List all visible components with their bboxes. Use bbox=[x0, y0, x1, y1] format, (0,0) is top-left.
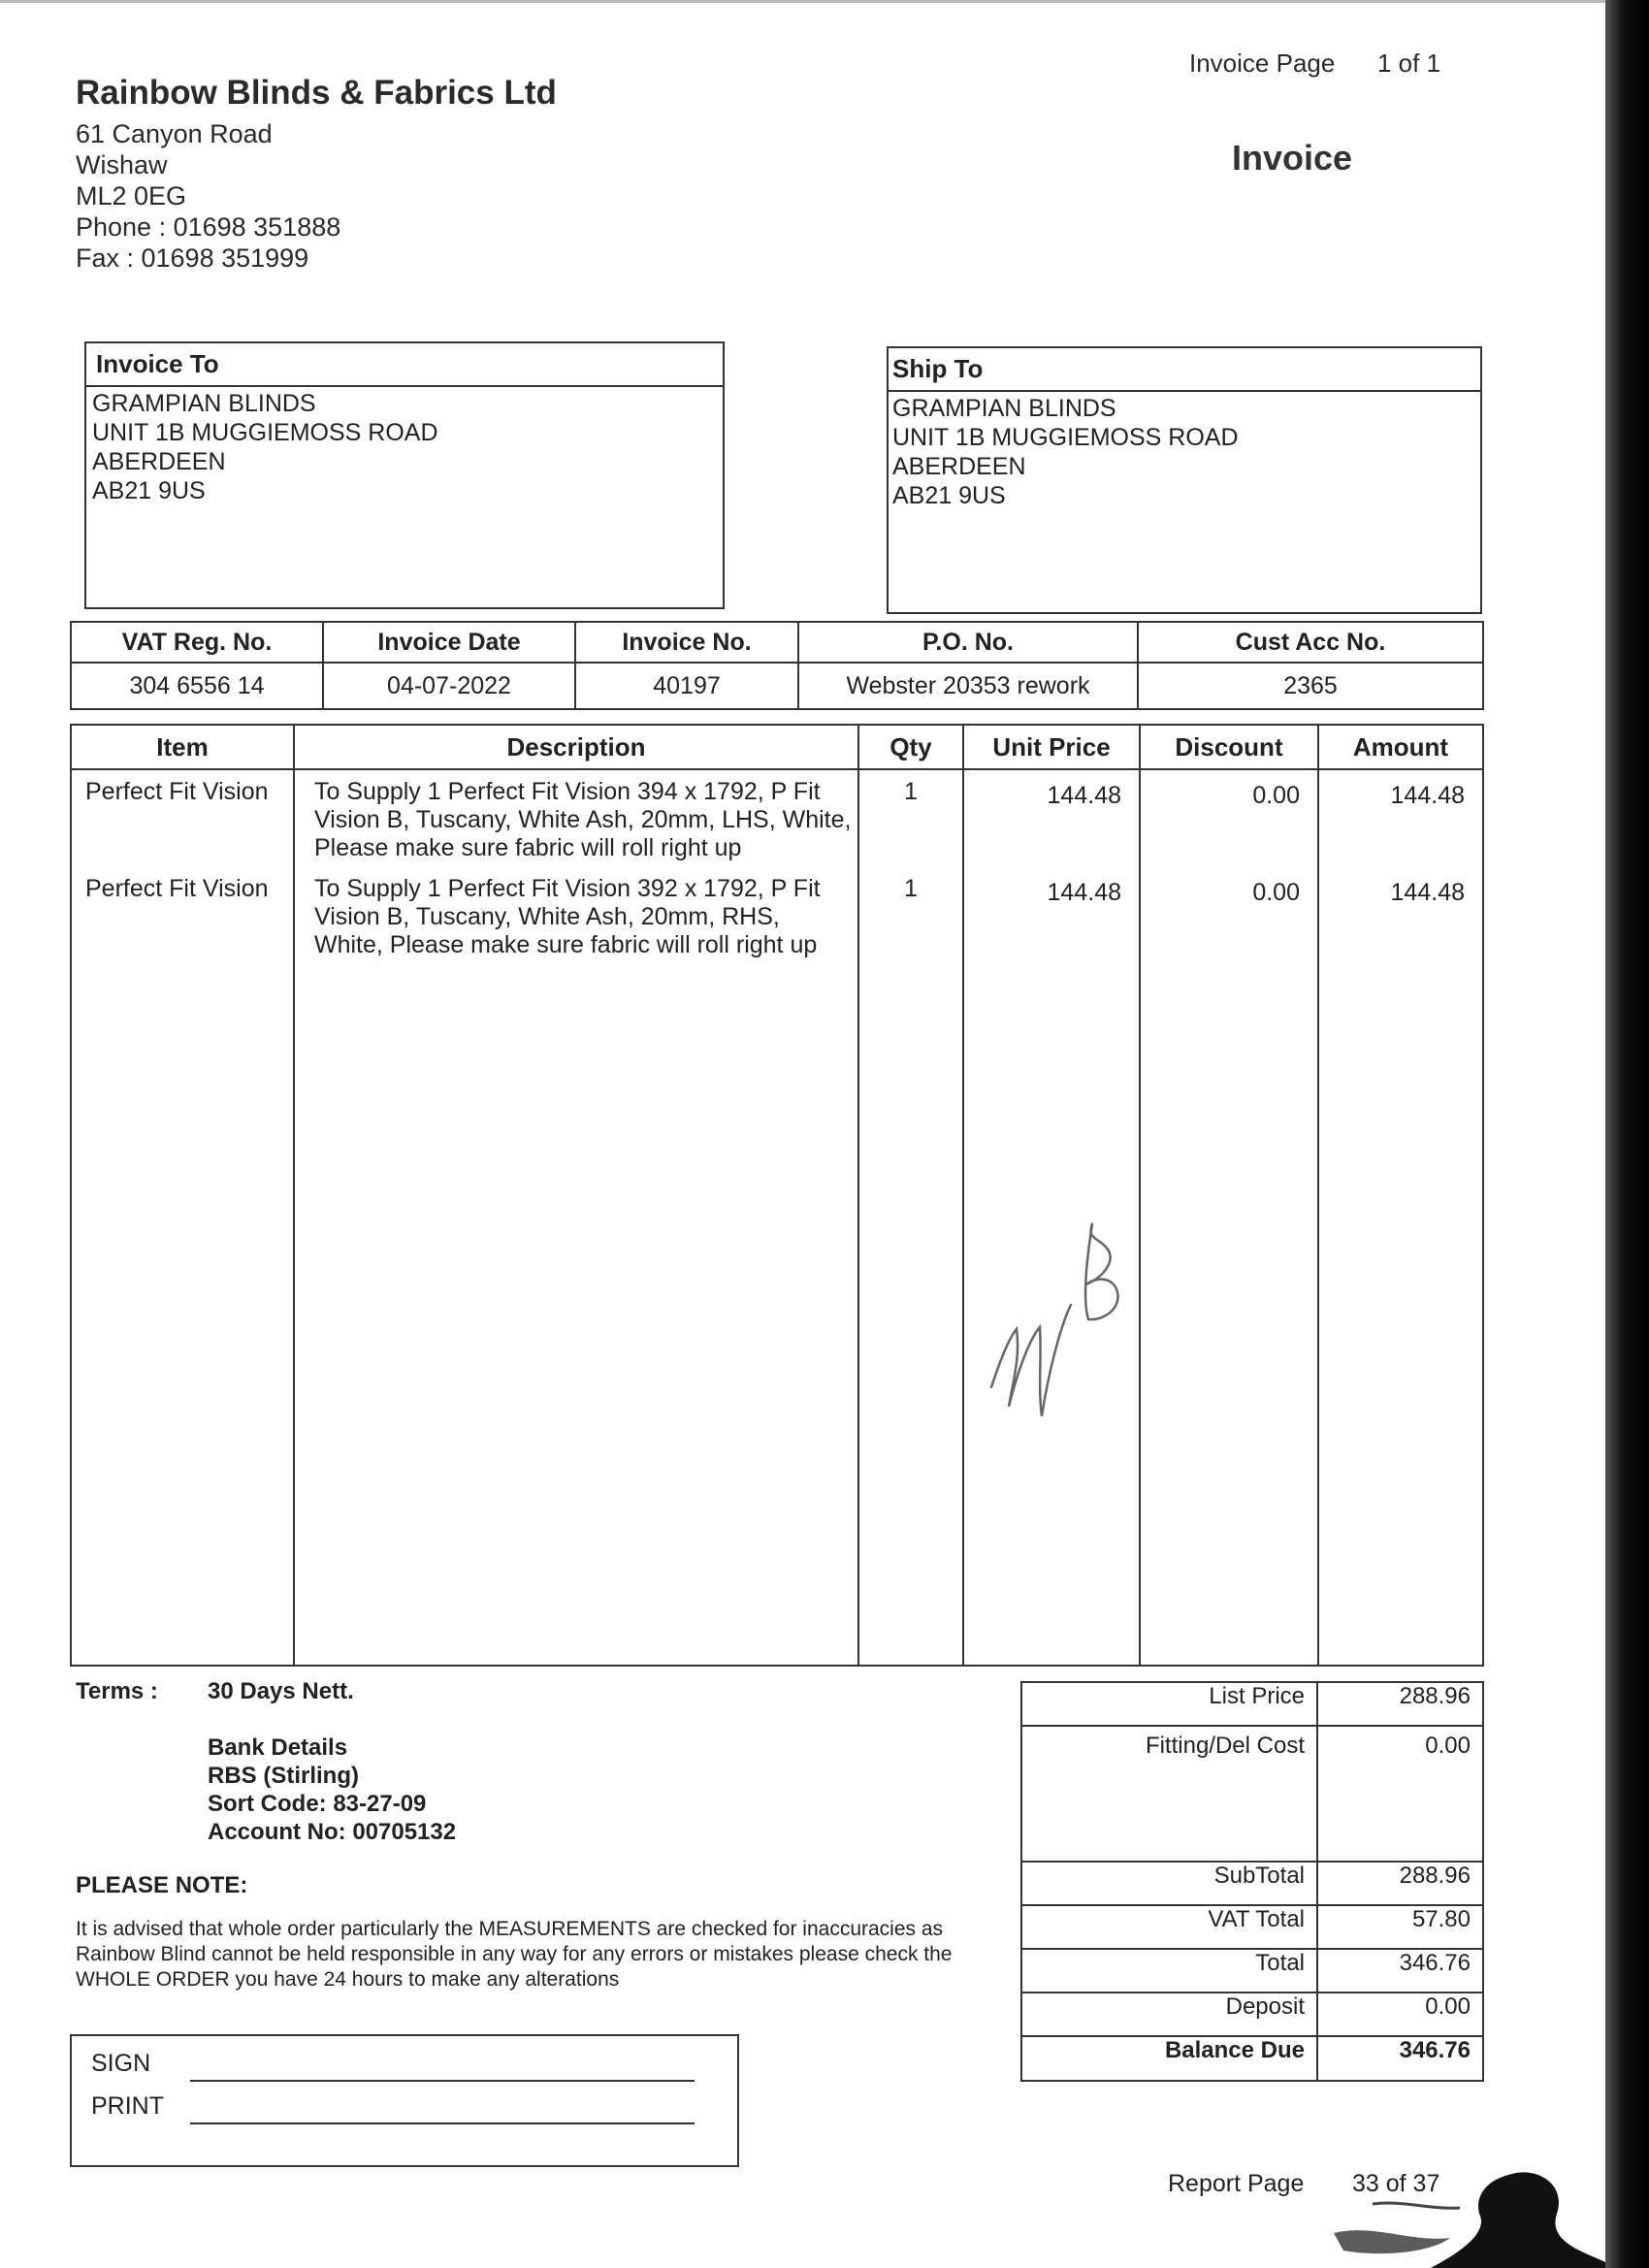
line-item-name: Perfect Fit Vision bbox=[85, 875, 269, 902]
line-items-table bbox=[70, 724, 1484, 1667]
totals-row bbox=[1021, 1862, 1483, 1905]
totals-table bbox=[1020, 1681, 1484, 2082]
items-header-row bbox=[71, 725, 1483, 769]
address-line: UNIT 1B MUGGIEMOSS ROAD bbox=[892, 424, 1239, 451]
ship-to-box bbox=[887, 346, 1482, 614]
address-line: ABERDEEN bbox=[92, 448, 226, 475]
line-item-qty: 1 bbox=[904, 778, 918, 805]
line-item-discount: 0.00 bbox=[1252, 782, 1300, 809]
address-line: AB21 9US bbox=[892, 482, 1006, 509]
bank-details-title: Bank Details bbox=[208, 1734, 348, 1761]
address-line: AB21 9US bbox=[92, 477, 206, 504]
invoice-page-label: Invoice Page bbox=[1189, 49, 1336, 78]
address-line: GRAMPIAN BLINDS bbox=[92, 390, 316, 417]
report-page-label: Report Page bbox=[1168, 2170, 1305, 2197]
vat-reg-header: VAT Reg. No. bbox=[71, 622, 323, 663]
deposit-label: Deposit bbox=[1021, 1993, 1317, 2036]
invoice-no-value: 40197 bbox=[575, 663, 798, 709]
deposit-value: 0.00 bbox=[1317, 1993, 1483, 2036]
terms-value: 30 Days Nett. bbox=[208, 1678, 354, 1704]
sign-label: SIGN bbox=[91, 2050, 151, 2077]
please-note-text: It is advised that whole order particularly the MEASUREMENTS are checked for inaccuracies as Rainbow Blind cannot be held responsible in any way for any errors or mistakes please check the WHOLE ORDER you have 24 hours to make any alterations bbox=[76, 1918, 953, 1991]
line-item-amount: 144.48 bbox=[1390, 879, 1465, 906]
company-address-line: ML2 0EG bbox=[76, 181, 187, 211]
print-label: PRINT bbox=[91, 2092, 164, 2120]
fitting-cost-label: Fitting/Del Cost bbox=[1021, 1726, 1317, 1862]
bank-account-number: Account No: 00705132 bbox=[208, 1819, 457, 1845]
please-note-title: PLEASE NOTE: bbox=[76, 1872, 248, 1898]
handwritten-initials-signature bbox=[980, 1213, 1145, 1426]
totals-row bbox=[1021, 1682, 1483, 1726]
company-name: Rainbow Blinds & Fabrics Ltd bbox=[76, 74, 557, 112]
balance-due-value: 346.76 bbox=[1317, 2036, 1483, 2081]
amount-header: Amount bbox=[1318, 725, 1483, 769]
line-item-description: To Supply 1 Perfect Fit Vision 394 x 1792, P Fit Vision B, Tuscany, White Ash, 20mm, LHS, White, Please make sure fabric will roll right up bbox=[314, 778, 852, 861]
qty-column bbox=[858, 769, 963, 1666]
balance-due-label: Balance Due bbox=[1021, 2036, 1317, 2081]
company-phone: Phone : 01698 351888 bbox=[76, 212, 341, 242]
vat-total-value: 57.80 bbox=[1317, 1905, 1483, 1949]
company-address-line: Wishaw bbox=[76, 150, 168, 179]
invoice-to-box bbox=[84, 341, 725, 609]
invoice-page-value: 1 of 1 bbox=[1377, 49, 1441, 78]
po-no-value: Webster 20353 rework bbox=[798, 663, 1138, 709]
info-header-row bbox=[71, 622, 1483, 663]
totals-row bbox=[1021, 1993, 1483, 2036]
line-item-description: To Supply 1 Perfect Fit Vision 392 x 1792, P Fit Vision B, Tuscany, White Ash, 20mm, RHS, White, Please make sure fabric will roll right up bbox=[314, 875, 821, 958]
list-price-label: List Price bbox=[1021, 1682, 1317, 1726]
items-body-row bbox=[71, 769, 1483, 1666]
print-line bbox=[190, 2122, 695, 2124]
company-fax: Fax : 01698 351999 bbox=[76, 243, 309, 273]
qty-header: Qty bbox=[858, 725, 963, 769]
info-value-row bbox=[71, 663, 1483, 709]
description-column bbox=[294, 769, 858, 1666]
subtotal-label: SubTotal bbox=[1021, 1862, 1317, 1905]
document-title: Invoice bbox=[1232, 138, 1353, 178]
discount-column bbox=[1140, 769, 1318, 1666]
invoice-info-table bbox=[70, 621, 1484, 710]
item-header: Item bbox=[71, 725, 294, 769]
discount-header: Discount bbox=[1140, 725, 1318, 769]
report-page-value: 33 of 37 bbox=[1352, 2170, 1440, 2197]
item-column bbox=[71, 769, 294, 1666]
totals-row bbox=[1021, 2036, 1483, 2081]
line-item-qty: 1 bbox=[904, 875, 918, 902]
subtotal-value: 288.96 bbox=[1317, 1862, 1483, 1905]
scan-dark-edge bbox=[1605, 0, 1649, 2268]
scan-ink-smudge bbox=[1314, 2165, 1605, 2268]
list-price-value: 288.96 bbox=[1317, 1682, 1483, 1726]
unit-price-header: Unit Price bbox=[963, 725, 1140, 769]
address-line: UNIT 1B MUGGIEMOSS ROAD bbox=[92, 419, 438, 446]
po-no-header: P.O. No. bbox=[798, 622, 1138, 663]
amount-column bbox=[1318, 769, 1483, 1666]
invoice-date-header: Invoice Date bbox=[323, 622, 575, 663]
company-address-line: 61 Canyon Road bbox=[76, 119, 273, 148]
address-line: GRAMPIAN BLINDS bbox=[892, 395, 1116, 422]
sign-line bbox=[190, 2080, 695, 2082]
description-header: Description bbox=[294, 725, 858, 769]
scan-top-edge bbox=[0, 0, 1605, 3]
cust-acc-header: Cust Acc No. bbox=[1138, 622, 1483, 663]
invoice-to-address bbox=[86, 387, 723, 507]
fitting-cost-value: 0.00 bbox=[1317, 1726, 1483, 1862]
line-item-name: Perfect Fit Vision bbox=[85, 778, 269, 805]
total-value: 346.76 bbox=[1317, 1949, 1483, 1993]
vat-reg-value: 304 6556 14 bbox=[71, 663, 323, 709]
address-line: ABERDEEN bbox=[892, 453, 1026, 480]
invoice-to-heading: Invoice To bbox=[86, 343, 723, 387]
vat-total-label: VAT Total bbox=[1021, 1905, 1317, 1949]
line-item-amount: 144.48 bbox=[1390, 782, 1465, 809]
terms-label: Terms : bbox=[76, 1678, 158, 1704]
bank-sort-code: Sort Code: 83-27-09 bbox=[208, 1791, 427, 1817]
invoice-date-value: 04-07-2022 bbox=[323, 663, 575, 709]
sign-print-box bbox=[70, 2034, 739, 2167]
invoice-no-header: Invoice No. bbox=[575, 622, 798, 663]
line-item-discount: 0.00 bbox=[1252, 879, 1300, 906]
cust-acc-value: 2365 bbox=[1138, 663, 1483, 709]
totals-row bbox=[1021, 1905, 1483, 1949]
ship-to-heading: Ship To bbox=[889, 348, 1480, 392]
line-item-unit-price: 144.48 bbox=[1047, 879, 1121, 906]
totals-row bbox=[1021, 1949, 1483, 1993]
bank-name: RBS (Stirling) bbox=[208, 1763, 359, 1789]
line-item-unit-price: 144.48 bbox=[1047, 782, 1121, 809]
total-label: Total bbox=[1021, 1949, 1317, 1993]
totals-row bbox=[1021, 1726, 1483, 1862]
ship-to-address bbox=[889, 392, 1480, 512]
